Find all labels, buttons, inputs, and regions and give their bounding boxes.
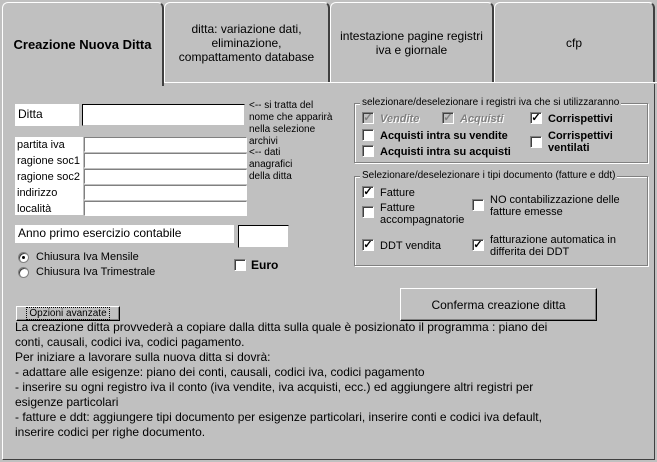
- localita-input[interactable]: [84, 201, 247, 216]
- info-line: La creazione ditta provvederà a copiare dalla ditta sulla quale è posizionato il programma : piano dei: [15, 320, 548, 334]
- info-line: Per iniziare a lavorare sulla nuova ditta si dovrà:: [15, 350, 271, 364]
- fatture-accompagnatorie-checkbox[interactable]: [362, 206, 374, 218]
- corrispettivi-ventilati-checkbox[interactable]: [530, 136, 542, 148]
- tab-strip-line: [164, 82, 657, 83]
- conferma-creazione-ditta-button[interactable]: Conferma creazione ditta: [400, 288, 597, 321]
- ditta-label: Ditta: [18, 107, 43, 121]
- indirizzo-label: indirizzo: [17, 187, 58, 199]
- intra-acquisti-checkbox[interactable]: [362, 145, 374, 157]
- chiusura-iva-mensile-label: Chiusura Iva Mensile: [36, 251, 139, 263]
- chiusura-iva-mensile-radio[interactable]: [18, 252, 29, 263]
- opzioni-avanzate-label: Opzioni avanzate: [26, 307, 109, 320]
- fatturazione-automatica-checkbox[interactable]: ✓: [473, 239, 483, 251]
- intra-vendite-checkbox[interactable]: [362, 129, 374, 141]
- partita-iva-input[interactable]: [84, 137, 247, 152]
- info-line: esigenze particolari: [15, 395, 119, 409]
- ragione-soc2-label: ragione soc2: [17, 171, 80, 183]
- tab-cfp[interactable]: cfp: [494, 2, 655, 82]
- euro-checkbox[interactable]: [234, 259, 246, 271]
- fatture-label: Fatture: [380, 187, 415, 199]
- info-line: - inserire su ogni registro iva il conto (iva vendite, iva acquisti, ecc.) ed aggiungere altri registri per: [15, 380, 534, 394]
- intra-vendite-label: Acquisti intra su vendite: [380, 130, 508, 142]
- registri-iva-title: selezionare/deselezionare i registri iva che si utilizzaranno: [362, 97, 620, 108]
- fatturazione-automatica-label: fatturazione automatica in differita dei DDT: [490, 234, 616, 258]
- localita-label: località: [17, 203, 52, 215]
- no-contabilizzazione-label: NO contabilizzazione delle fatture emesse: [490, 194, 620, 218]
- intra-acquisti-label: Acquisti intra su acquisti: [380, 146, 511, 158]
- info-line: conti, causali, codici iva, codici pagamento.: [15, 335, 245, 349]
- anno-label: Anno primo esercizio contabile: [18, 226, 182, 240]
- tab-variazione-dati[interactable]: ditta: variazione dati, eliminazione, compattamento database: [164, 2, 330, 82]
- info-line: - adattare alle esigenze: piano dei conti, causali, codici iva, codici pagamento: [15, 365, 425, 379]
- ddt-vendita-label: DDT vendita: [380, 240, 441, 252]
- opzioni-avanzate-button[interactable]: [16, 306, 120, 321]
- no-contabilizzazione-checkbox[interactable]: [472, 199, 484, 211]
- ditta-input[interactable]: [82, 104, 245, 126]
- info-line: inserire codici per righe documento.: [15, 425, 206, 439]
- corrispettivi-checkbox[interactable]: ✓: [531, 112, 541, 124]
- acquisti-label: Acquisti: [460, 113, 504, 125]
- chiusura-iva-trimestrale-label: Chiusura Iva Trimestrale: [36, 266, 156, 278]
- anno-input[interactable]: [238, 225, 289, 248]
- ditta-note: <-- si tratta del nome che apparirà nella selezione archivi: [249, 100, 333, 147]
- vendite-label: Vendite: [380, 113, 420, 125]
- fatture-accompagnatorie-label: Fatture accompagnatorie: [380, 202, 465, 226]
- corrispettivi-ventilati-label: Corrispettivi ventilati: [548, 130, 613, 154]
- tab-intestazione-pagine[interactable]: intestazione pagine registri iva e giornale: [330, 2, 494, 82]
- tab-creazione-nuova-ditta[interactable]: Creazione Nuova Ditta: [2, 2, 164, 86]
- fatture-checkbox[interactable]: ✓: [363, 186, 373, 198]
- ragione-soc2-input[interactable]: [84, 169, 247, 184]
- tipi-documento-title: Selezionare/deselezionare i tipi documento (fatture e ddt): [362, 170, 616, 181]
- vendite-checkbox[interactable]: ✓: [363, 112, 373, 124]
- euro-label: Euro: [251, 258, 279, 272]
- info-line: - fatture e ddt: aggiungere tipi documento per esigenze particolari, inserire conti e codici iva default,: [15, 410, 542, 424]
- ddt-vendita-checkbox[interactable]: ✓: [363, 239, 373, 251]
- partita-iva-label: partita iva: [17, 139, 65, 151]
- ragione-soc1-input[interactable]: [84, 153, 247, 168]
- info-text: [15, 320, 655, 440]
- chiusura-iva-trimestrale-radio[interactable]: [18, 267, 29, 278]
- ragione-soc1-label: ragione soc1: [17, 155, 80, 167]
- anagrafici-note: <-- dati anagrafici della ditta: [249, 147, 293, 182]
- corrispettivi-label: Corrispettivi: [548, 113, 613, 125]
- indirizzo-input[interactable]: [84, 185, 247, 200]
- acquisti-checkbox[interactable]: ✓: [443, 112, 453, 124]
